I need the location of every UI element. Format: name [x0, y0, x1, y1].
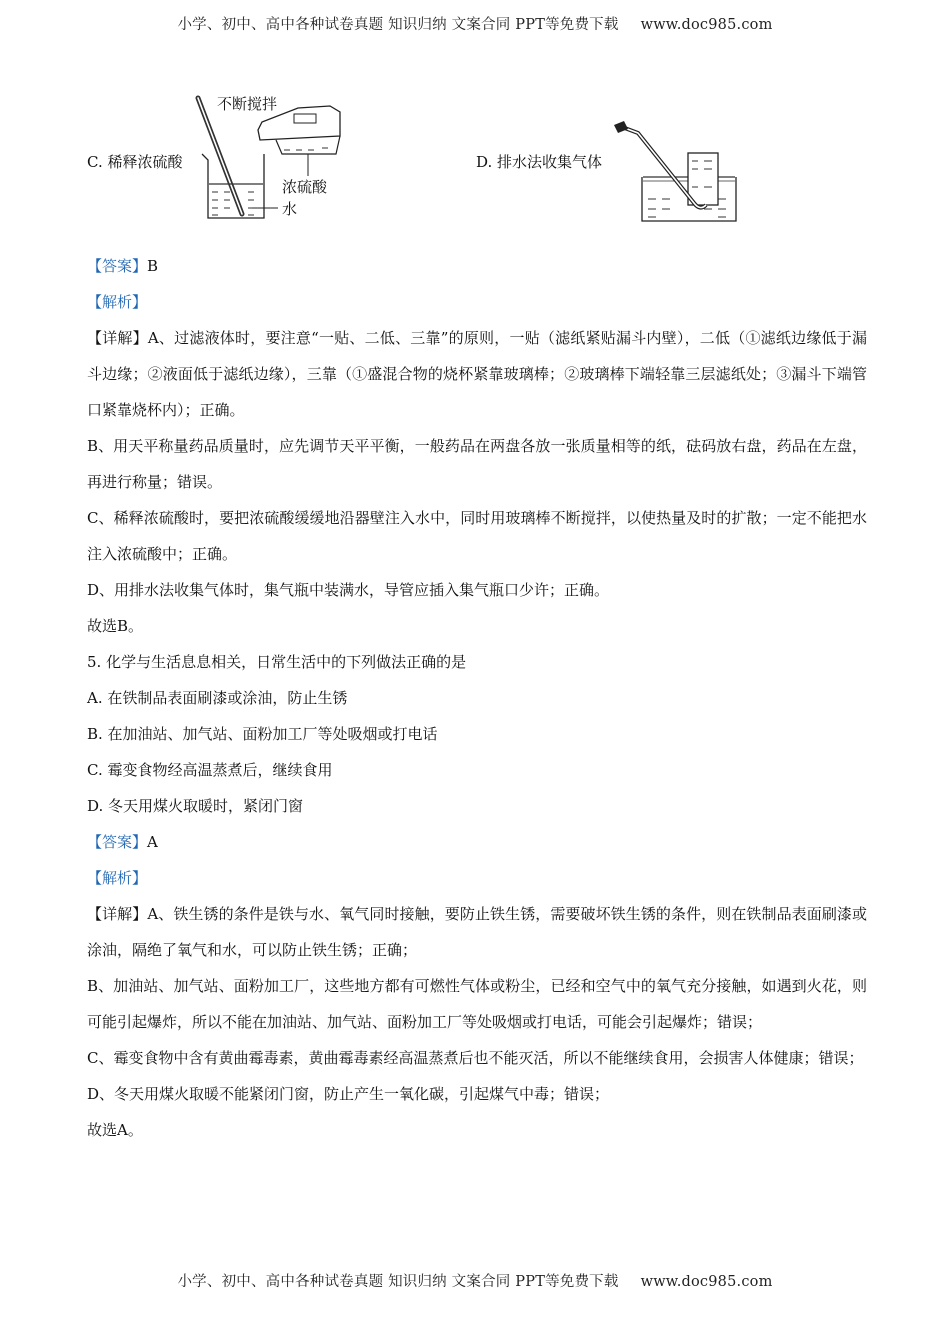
option-c-label: C. 稀释浓硫酸: [87, 153, 183, 171]
q5-detail-a-text: A、铁生锈的条件是铁与水、氧气同时接触，要防止铁生锈，需要破坏铁生锈的条件，则在铁制品表面刷漆或涂油，隔绝了氧气和水，可以防止铁生锈；正确；: [87, 905, 867, 959]
q4-detail-d: D、用排水法收集气体时，集气瓶中装满水，导管应插入集气瓶口少许；正确。: [87, 581, 610, 599]
detail-tag: 【详解】: [87, 329, 148, 347]
header-site-link[interactable]: www.doc985.com: [640, 17, 773, 33]
detail-tag: 【详解】: [87, 905, 148, 923]
answer-tag: 【答案】: [87, 833, 148, 851]
q4-detail-b: B、用天平称量药品质量时，应先调节天平平衡，一般药品在两盘各放一张质量相等的纸，砝码放右盘，药品在左盘，再进行称量；错误。: [87, 437, 867, 491]
q5-conclusion: 故选A。: [87, 1121, 143, 1139]
q4-detail-c: C、稀释浓硫酸时，要把浓硫酸缓缓地沿器壁注入水中，同时用玻璃棒不断搅拌，以使热量及时的扩散；一定不能把水注入浓硫酸中；正确。: [87, 509, 867, 563]
q5-detail-b: B、加油站、加气站、面粉加工厂，这些地方都有可燃性气体或粉尘，已经和空气中的氧气充分接触，如遇到火花，则可能引起爆炸，所以不能在加油站、加气站、面粉加工厂等处吸烟或打电话，可能会引起爆炸；错误；: [87, 977, 867, 1031]
q4-answer-line: [87, 248, 867, 284]
option-d-label: D. 排水法收集气体: [476, 153, 603, 171]
header-text: 小学、初中、高中各种试卷真题 知识归纳 文案合同 PPT等免费下载: [177, 17, 619, 33]
q4-analysis-line: [87, 284, 867, 320]
q5-answer: A: [147, 833, 158, 851]
q5-detail-a: [87, 896, 867, 968]
q5-analysis-line: [87, 860, 867, 896]
q4-detail-a: [87, 320, 867, 428]
q4-answer: B: [147, 257, 159, 275]
solution-content: [87, 248, 867, 1148]
footer-text: 小学、初中、高中各种试卷真题 知识归纳 文案合同 PPT等免费下载: [177, 1274, 619, 1290]
q5-option-c: C. 霉变食物经高温蒸煮后，继续食用: [87, 761, 333, 779]
q4-detail-a-text: A、过滤液体时，要注意“一贴、二低、三靠”的原则，一贴（滤纸紧贴漏斗内壁），二低（①滤纸边缘低于漏斗边缘；②液面低于滤纸边缘），三靠（①盛混合物的烧杯紧靠玻璃棒；②玻璃棒下端轻靠三层滤纸处；③漏斗下端管口紧靠烧杯内）；正确。: [87, 329, 867, 419]
acid-caption: 浓硫酸: [282, 178, 328, 196]
analysis-tag: 【解析】: [87, 293, 148, 311]
answer-tag: 【答案】: [87, 257, 148, 275]
page-header: [0, 13, 950, 34]
q5-option-b: B. 在加油站、加气站、面粉加工厂等处吸烟或打电话: [87, 725, 438, 743]
page-footer: [0, 1270, 950, 1291]
rubber-tube: [614, 121, 628, 133]
stir-caption: 不断搅拌: [217, 95, 278, 113]
q5-option-a: A. 在铁制品表面刷漆或涂油，防止生锈: [87, 689, 348, 707]
q5-answer-line: [87, 824, 867, 860]
analysis-tag: 【解析】: [87, 869, 148, 887]
q5-detail-c: C、霉变食物中含有黄曲霉毒素，黄曲霉毒素经高温蒸煮后也不能灭活，所以不能继续食用，会损害人体健康；错误；: [87, 1049, 864, 1067]
water-caption: 水: [282, 200, 298, 218]
footer-site-link[interactable]: www.doc985.com: [640, 1274, 773, 1290]
q4-conclusion: 故选B。: [87, 617, 144, 635]
bottle-label: [294, 114, 316, 123]
q5-option-d: D. 冬天用煤火取暖时，紧闭门窗: [87, 797, 304, 815]
q5-detail-d: D、冬天用煤火取暖不能紧闭门窗，防止产生一氧化碳，引起煤气中毒；错误；: [87, 1085, 610, 1103]
q5-stem: 5. 化学与生活息息相关，日常生活中的下列做法正确的是: [87, 653, 467, 671]
water-displacement-figure: [608, 115, 743, 225]
